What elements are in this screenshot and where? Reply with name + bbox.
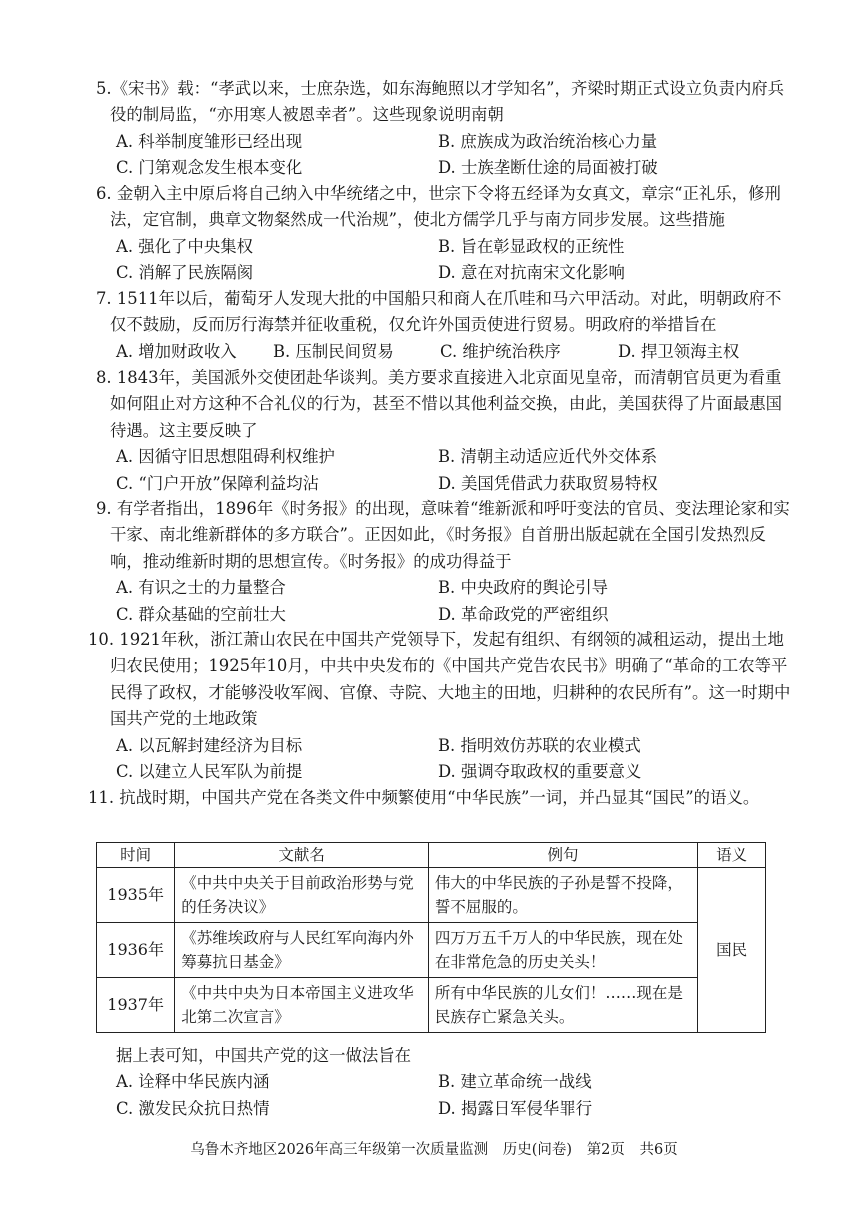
option-a: A. 强化了中央集权 <box>116 236 253 256</box>
example-cell: 伟大的中华民族的子孙是誓不投降，誓不屈服的。 <box>428 868 697 923</box>
page-number: 第2页 <box>586 1142 625 1158</box>
year-cell: 1935年 <box>97 868 175 923</box>
option-d: D. 揭露日军侵华罪行 <box>438 1098 593 1118</box>
option-a: A. 以瓦解封建经济为目标 <box>116 735 303 755</box>
options <box>96 129 796 182</box>
option-b: B. 指明效仿苏联的农业模式 <box>438 735 641 755</box>
options <box>96 575 796 628</box>
options <box>96 1069 796 1122</box>
option-b: B. 庶族成为政治统治核心力量 <box>438 131 658 151</box>
option-a: A. 因循守旧思想阻碍利权维护 <box>116 447 335 467</box>
option-d: D. 美国凭借武力获取贸易特权 <box>438 473 658 493</box>
question-stem: 5.《宋书》载：“孝武以来，士庶杂选，如东海鲍照以才学知名”，齐梁时期正式设立负责内府兵役的制局监，“亦用寒人被恩幸者”。这些现象说明南朝 <box>96 79 785 125</box>
option-a: A. 增加财政收入 <box>116 341 237 361</box>
question-stem: 6. 金朝入主中原后将自己纳入中华统绪之中，世宗下令将五经译为女真文，章宗“正礼乐，修刑法，定官制，典章文物粲然成一代治规”，使北方儒学几乎与南方同步发展。这些措施 <box>96 184 781 230</box>
example-cell: 所有中华民族的儿女们！……现在是民族存亡紧急关头。 <box>428 978 697 1033</box>
question-11-options <box>96 1043 796 1122</box>
column-header: 时间 <box>97 843 175 868</box>
year-cell: 1937年 <box>97 978 175 1033</box>
meaning-cell: 国民 <box>698 868 766 1033</box>
table-row <box>97 868 766 923</box>
options <box>96 733 796 786</box>
document-cell: 《中共中央为日本帝国主义进攻华北第二次宣言》 <box>175 978 429 1033</box>
option-b: B. 旨在彰显政权的正统性 <box>438 236 625 256</box>
option-d: D. 意在对抗南宋文化影响 <box>438 263 625 283</box>
option-b: B. 清朝主动适应近代外交体系 <box>438 447 658 467</box>
option-c: C. “门户开放”保障利益均沾 <box>116 473 320 493</box>
options <box>96 234 796 287</box>
page-footer <box>0 1138 868 1159</box>
option-d: D. 革命政党的严密组织 <box>438 604 609 624</box>
option-d: D. 士族垄断仕途的局面被打破 <box>438 158 658 178</box>
option-c: C. 门第观念发生根本变化 <box>116 158 303 178</box>
table-row <box>97 978 766 1033</box>
option-b: B. 压制民间贸易 <box>273 341 394 361</box>
option-c: C. 消解了民族隔阂 <box>116 263 254 283</box>
option-c: C. 群众基础的空前壮大 <box>116 604 286 624</box>
page-total: 共6页 <box>639 1142 678 1158</box>
column-header: 语义 <box>698 843 766 868</box>
history-table <box>96 842 766 1033</box>
question-stem: 8. 1843年，美国派外交使团赴华谈判。美方要求直接进入北京面见皇帝，而清朝官员更为看重如何阻止对方这种不合礼仪的行为，甚至不惜以其他利益交换，由此，美国获得了片面最惠国待遇。这主要反映了 <box>96 368 783 440</box>
question-10 <box>88 627 796 785</box>
document-cell: 《中共中央关于目前政治形势与党的任务决议》 <box>175 868 429 923</box>
table-header-row <box>97 843 766 868</box>
question-stem: 11. 抗战时期，中国共产党在各类文件中频繁使用“中华民族”一词，并凸显其“国民”的语义。 <box>88 788 760 807</box>
exam-name: 乌鲁木齐地区2026年高三年级第一次质量监测 <box>190 1142 489 1158</box>
question-8 <box>96 365 796 497</box>
table-row <box>97 923 766 978</box>
options <box>96 444 796 497</box>
question-7 <box>96 286 796 365</box>
question-prompt: 据上表可知，中国共产党的这一做法旨在 <box>116 1046 412 1065</box>
question-5 <box>96 76 796 182</box>
option-c: C. 激发民众抗日热情 <box>116 1098 270 1118</box>
option-d: D. 强调夺取政权的重要意义 <box>438 762 642 782</box>
options <box>96 339 796 365</box>
question-9 <box>96 496 796 628</box>
option-a: A. 诠释中华民族内涵 <box>116 1072 270 1092</box>
column-header: 文献名 <box>175 843 429 868</box>
question-11 <box>88 785 796 811</box>
option-b: B. 中央政府的舆论引导 <box>438 578 608 598</box>
option-b: B. 建立革命统一战线 <box>438 1072 592 1092</box>
option-a: A. 有识之士的力量整合 <box>116 578 286 598</box>
column-header: 例句 <box>428 843 697 868</box>
option-a: A. 科举制度雏形已经出现 <box>116 131 303 151</box>
example-cell: 四万万五千万人的中华民族，现在处在非常危急的历史关头！ <box>428 923 697 978</box>
year-cell: 1936年 <box>97 923 175 978</box>
option-c: C. 以建立人民军队为前提 <box>116 762 303 782</box>
option-c: C. 维护统治秩序 <box>440 341 561 361</box>
question-stem: 7. 1511年以后，葡萄牙人发现大批的中国船只和商人在爪哇和马六甲活动。对此，明朝政府不仅不鼓励，反而厉行海禁并征收重税，仅允许外国贡使进行贸易。明政府的举措旨在 <box>96 289 782 335</box>
question-stem: 9. 有学者指出，1896年《时务报》的出现，意味着“维新派和呼吁变法的官员、变法理论家和实干家、南北维新群体的多方联合”。正因如此，《时务报》自首册出版起就在全国引发热烈反响，推动维新时期的思想宣传。《时务报》的成功得益于 <box>96 499 790 571</box>
document-cell: 《苏维埃政府与人民红军向海内外筹募抗日基金》 <box>175 923 429 978</box>
option-d: D. 捍卫领海主权 <box>618 341 740 361</box>
question-stem: 10. 1921年秋，浙江萧山农民在中国共产党领导下，发起有组织、有纲领的减租运动，提出土地归农民使用；1925年10月，中共中央发布的《中国共产党告农民书》明确了“革命的工农等平民得了政权，才能够没收军阀、官僚、寺院、大地主的田地，归耕种的农民所有”。这一时期中国共产党的土地政策 <box>88 630 791 729</box>
question-6 <box>96 181 796 287</box>
subject-name: 历史(问卷) <box>502 1142 573 1158</box>
